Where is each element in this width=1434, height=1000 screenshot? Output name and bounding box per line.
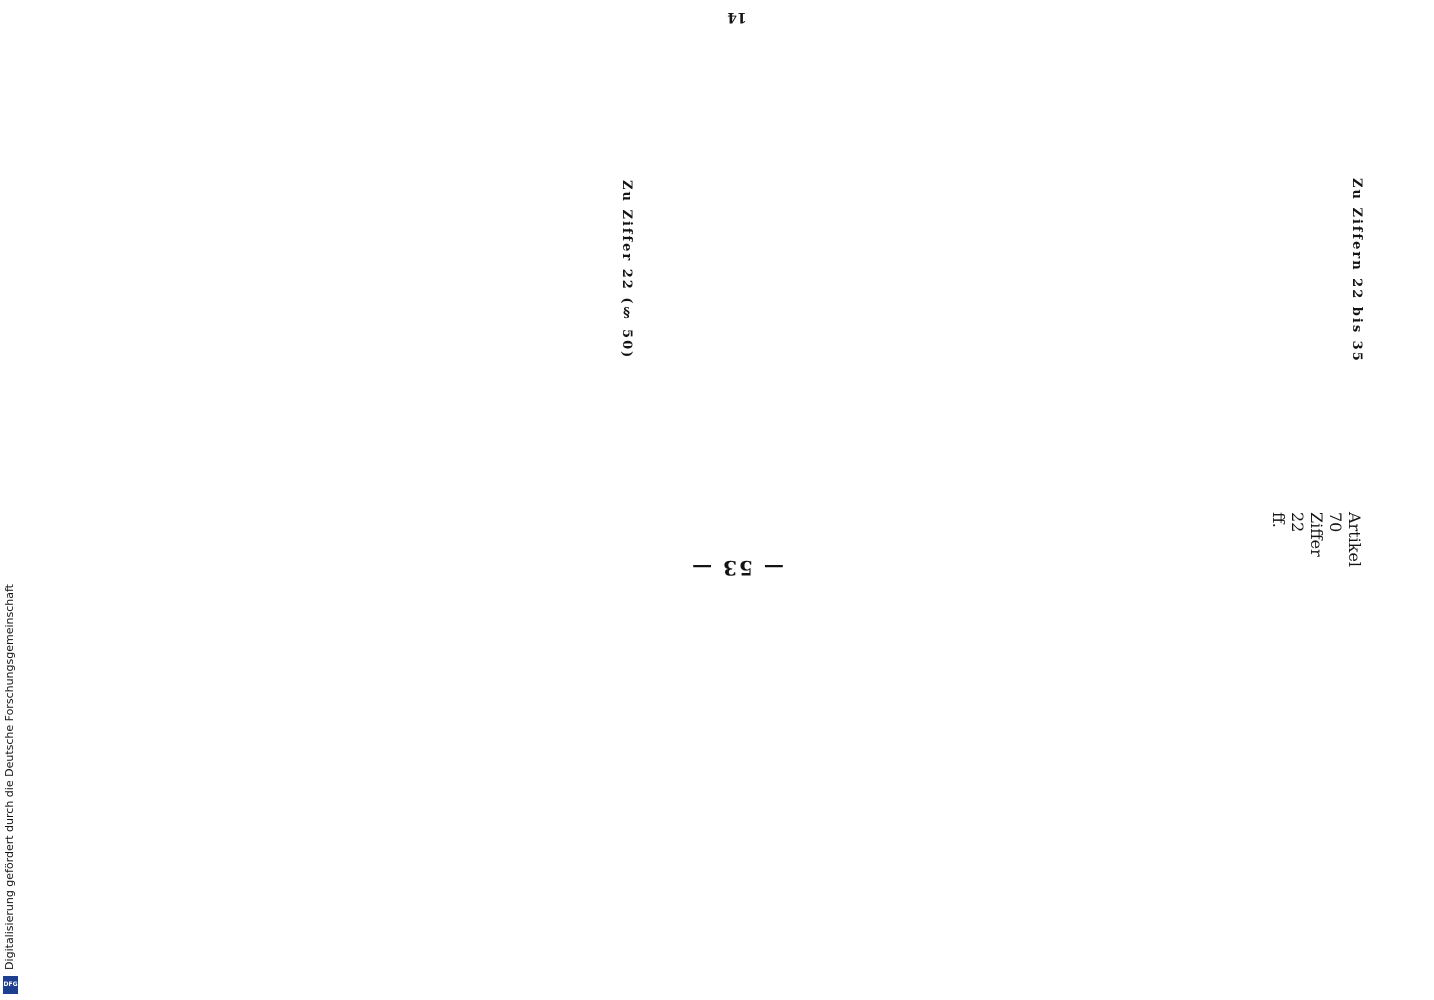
printer-signature: 14 [727, 9, 747, 25]
scanned-page [40, 0, 1434, 1000]
section-heading: Zu Ziffer 22 (§ 50) [619, 180, 634, 360]
running-header: Artikel 70 Ziffer 22 ff. [1269, 512, 1364, 568]
dfg-logo-icon: DFG [3, 976, 18, 994]
text-column-right [114, 40, 634, 500]
digitization-credit: Digitalisierung gefördert durch die Deutsche Forschungsgemeinschaft [3, 584, 16, 970]
section-heading: Zu Ziffern 22 bis 35 [1349, 177, 1364, 363]
text-column-left [844, 40, 1364, 500]
digitization-sidebar [0, 0, 22, 1000]
page-number: — 53 — [690, 556, 784, 580]
